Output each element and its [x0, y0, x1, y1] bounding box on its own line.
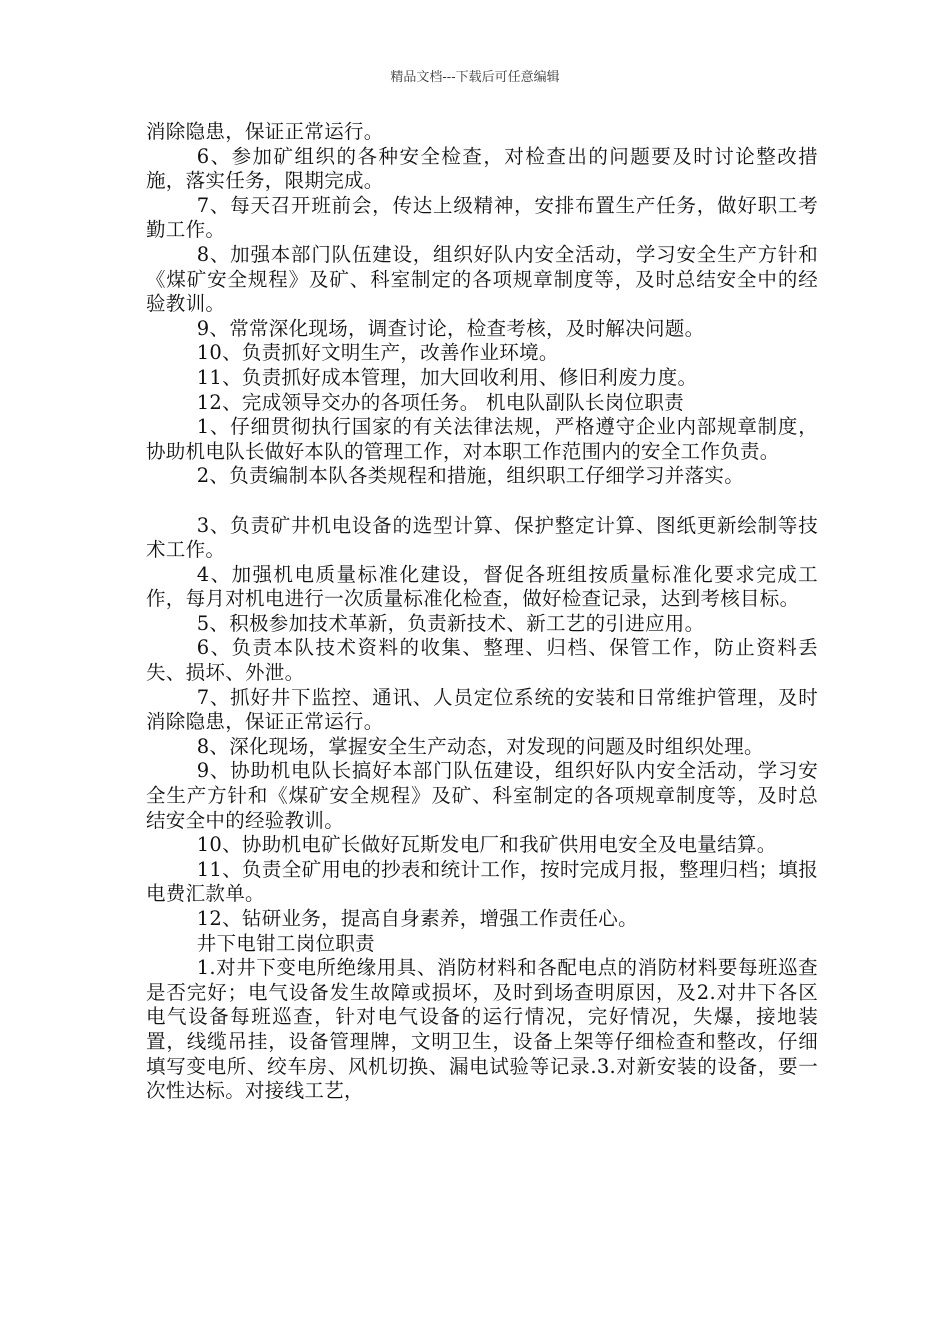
paragraph: 9、常常深化现场，调查讨论，检查考核，及时解决问题。 [196, 316, 705, 340]
section-heading: 井下电钳工岗位职责 [196, 931, 375, 955]
paragraph: 2、负责编制本队各类规程和措施，组织职工仔细学习并落实。 [196, 464, 744, 488]
paragraph: 12、钻研业务，提高自身素养，增强工作责任心。 [196, 907, 638, 930]
paragraph: 12、完成领导交办的各项任务。 机电队副队长岗位职责 [196, 390, 684, 414]
paragraph: 6、参加矿组织的各种安全检查，对检查出的问题要及时讨论整改措施，落实任务，限期完成。 [146, 144, 818, 193]
paragraph: 8、深化现场，掌握安全生产动态，对发现的问题及时组织处理。 [196, 734, 764, 758]
paragraph: 消除隐患，保证正常运行。 [146, 120, 384, 143]
paragraph: 11、负责抓好成本管理，加大回收利用、修旧利废力度。 [196, 365, 698, 389]
paragraph: 1、仔细贯彻执行国家的有关法律法规，严格遵守企业内部规章制度，协助机电队长做好本队的管理工作，对本职工作范围内的安全工作负责。 [146, 415, 818, 463]
document-body [146, 120, 818, 1104]
paragraph: 3、负责矿井机电设备的选型计算、保护整定计算、图纸更新绘制等技术工作。 [146, 513, 818, 562]
paragraph: 1.对井下变电所绝缘用具、消防材料和各配电点的消防材料要每班巡查是否完好；电气设备发生故障或损坏，及时到场查明原因，及2.对井下各区电气设备每班巡查，针对电气设备的运行情况，完好情况，失爆，接地装置，线缆吊挂，设备管理牌，文明卫生，设备上架等仔细检查和整改，仔细填写变电所、绞车房、风机切换、漏电试验等记录.3.对新安装的设备，要一次性达标。对接线工艺， [146, 956, 818, 1103]
paragraph: 7、每天召开班前会，传达上级精神，安排布置生产任务，做好职工考勤工作。 [146, 193, 818, 242]
paragraph: 10、负责抓好文明生产，改善作业环境。 [196, 341, 559, 365]
page-header: 精品文档---下载后可任意编辑 [390, 70, 560, 85]
paragraph: 4、加强机电质量标准化建设，督促各班组按质量标准化要求完成工作，每月对机电进行一次质量标准化检查，做好检查记录，达到考核目标。 [146, 562, 818, 611]
paragraph: 7、抓好井下监控、通讯、人员定位系统的安装和日常维护管理，及时消除隐患，保证正常运行。 [146, 685, 818, 734]
blank-line [146, 489, 818, 514]
paragraph: 6、负责本队技术资料的收集、整理、归档、保管工作，防止资料丢失、损坏、外泄。 [146, 636, 818, 685]
paragraph: 8、加强本部门队伍建设，组织好队内安全活动，学习安全生产方针和《煤矿安全规程》及矿、科室制定的各项规章制度等，及时总结安全中的经验教训。 [146, 242, 818, 316]
paragraph: 10、协助机电矿长做好瓦斯发电厂和我矿供用电安全及电量结算。 [196, 833, 777, 857]
paragraph: 9、协助机电队长搞好本部门队伍建设，组织好队内安全活动，学习安全生产方针和《煤矿安全规程》及矿、科室制定的各项规章制度等，及时总结安全中的经验教训。 [146, 759, 818, 832]
paragraph: 5、积极参加技术革新，负责新技术、新工艺的引进应用。 [196, 611, 705, 635]
paragraph: 11、负责全矿用电的抄表和统计工作，按时完成月报，整理归档；填报电费汇款单。 [146, 857, 818, 906]
